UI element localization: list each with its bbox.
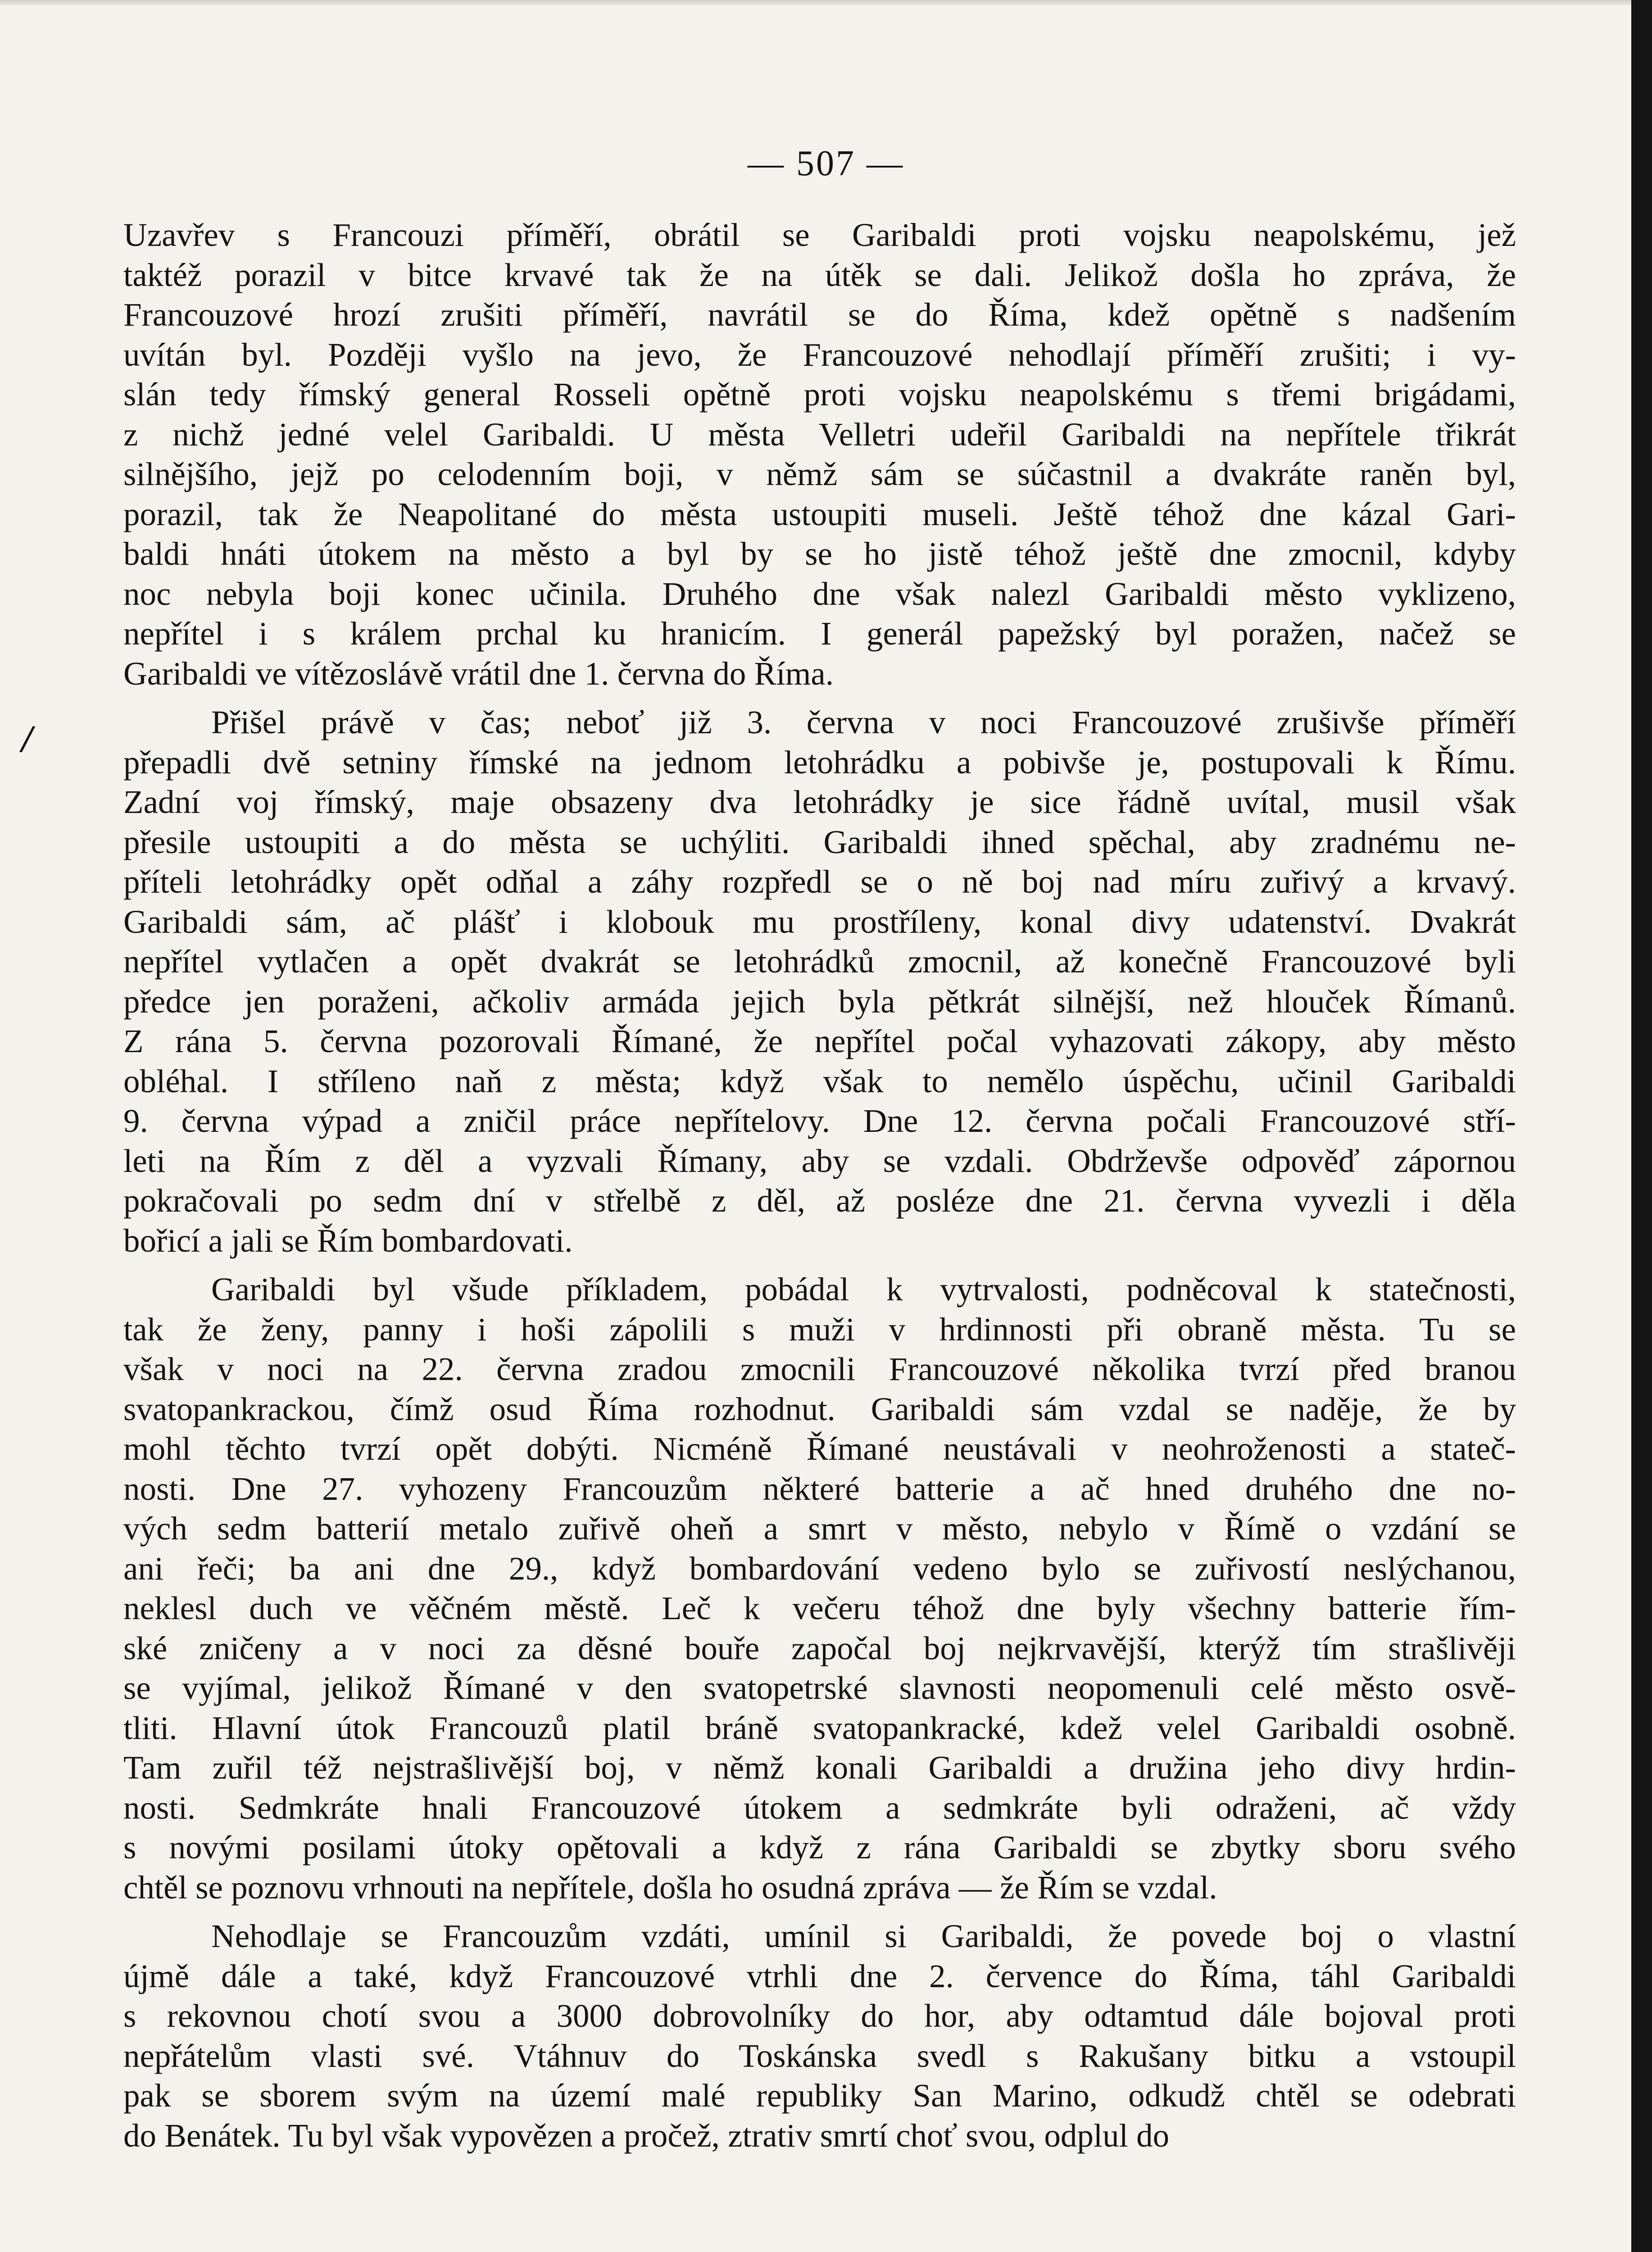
text-line: Garibaldi byl všude příkladem, pobádal k vytrvalosti, podněcoval k statečnosti, [211,1271,1516,1308]
text-line: Garibaldi sám, ač plášť i klobouk mu prostříleny, konal divy udatenství. Dvakrát [123,903,1516,940]
paragraph-gap [123,1261,1516,1270]
text-line: bořicí a jali se Řím bombardovati. [123,1222,573,1259]
text-line: baldi hnáti útokem na město a byl by se ho jistě téhož ještě dne zmocnil, kdyby [123,536,1516,572]
text-line: vých sedm batterií metalo zuřivě oheň a smrt v město, nebylo v Římě o vzdání se [123,1510,1516,1547]
text-line: Přišel právě v čas; neboť již 3. června v noci Francouzové zrušivše příměří [211,704,1516,740]
text-line: nepřátelům vlasti své. Vtáhnuv do Toskánska svedl s Rakušany bitku a vstoupil [123,2037,1516,2074]
page-top-edge [0,0,1652,6]
text-line: Uzavřev s Francouzi příměří, obrátil se Garibaldi proti vojsku neapolskému, jež [123,217,1516,253]
text-line: porazil, tak že Neapolitané do města ustoupiti museli. Ještě téhož dne kázal Gari- [123,495,1516,532]
text-line: neklesl duch ve věčném městě. Leč k večeru téhož dne byly všechny batterie řím- [123,1590,1516,1626]
paragraph-gap [123,694,1516,703]
paragraph [123,1916,1516,2156]
text-line: taktéž porazil v bitce krvavé tak že na útěk se dali. Jelikož došla ho zpráva, že [123,256,1516,293]
paragraph [123,703,1516,1261]
text-line: nosti. Sedmkráte hnali Francouzové útokem a sedmkráte byli odraženi, ač vždy [123,1789,1516,1826]
text-line: pokračovali po sedm dní v střelbě z děl, až posléze dne 21. června vyvezli i děla [123,1182,1516,1219]
text-line: Nehodlaje se Francouzům vzdáti, umínil si Garibaldi, že povede boj o vlastní [211,1918,1516,1954]
text-line: tliti. Hlavní útok Francouzů platil bráně svatopankracké, kdež velel Garibaldi osobně. [123,1709,1516,1746]
text-line: chtěl se poznovu vrhnouti na nepřítele, došla ho osudná zpráva — že Řím se vzdal. [123,1869,1217,1906]
text-line: újmě dále a také, když Francouzové vtrhli dne 2. července do Říma, táhl Garibaldi [123,1957,1516,1994]
text-line: Z rána 5. června pozorovali Římané, že nepřítel počal vyhazovati zákopy, aby město [123,1023,1516,1059]
text-line: obléhal. I stříleno naň z města; když však to nemělo úspěchu, učinil Garibaldi [123,1062,1516,1099]
text-line: přesile ustoupiti a do města se uchýliti. Garibaldi ihned spěchal, aby zradnému ne- [123,823,1516,860]
text-line: nepřítel vytlačen a opět dvakrát se letohrádků zmocnil, až konečně Francouzové byli [123,943,1516,980]
margin-mark: / [22,717,32,760]
text-line: příteli letohrádky opět odňal a záhy rozpředl se o ně boj nad míru zuřivý a krvavý. [123,863,1516,900]
paragraph [123,215,1516,694]
page-binding-edge [1631,0,1652,2252]
text-line: nosti. Dne 27. vyhozeny Francouzům některé batterie a ač hned druhého dne no- [123,1470,1516,1507]
text-line: předce jen poraženi, ačkoliv armáda jejich byla pětkrát silnější, než hlouček Římanů. [123,983,1516,1020]
text-line: Zadní voj římský, maje obsazeny dva letohrádky je sice řádně uvítal, musil však [123,784,1516,820]
text-line: mohl těchto tvrzí opět dobýti. Nicméně Římané neustávali v neohroženosti a stateč- [123,1430,1516,1467]
text-line: uvítán byl. Později vyšlo na jevo, že Francouzové nehodlají příměří zrušiti; i vy- [123,336,1516,373]
text-line: pak se sborem svým na území malé republiky San Marino, odkudž chtěl se odebrati [123,2077,1516,2114]
text-line: leti na Řím z děl a vyzvali Římany, aby se vzdali. Obdrževše odpověď zápornou [123,1142,1516,1179]
text-line: s rekovnou chotí svou a 3000 dobrovolníky do hor, aby odtamtud dále bojoval proti [123,1998,1516,2034]
text-line: 9. června výpad a zničil práce nepřítelovy. Dne 12. června počali Francouzové stří- [123,1103,1516,1139]
text-line: noc nebyla boji konec učinila. Druhého dne však nalezl Garibaldi město vyklizeno, [123,575,1516,612]
text-line: Garibaldi ve vítězoslávě vrátil dne 1. června do Říma. [123,655,834,692]
text-line: z nichž jedné velel Garibaldi. U města Velletri udeřil Garibaldi na nepřítele třikrát [123,416,1516,453]
paragraph-gap [123,1907,1516,1916]
paragraph [123,1270,1516,1907]
text-line: silnějšího, jejž po celodenním boji, v němž sám se súčastnil a dvakráte raněn byl, [123,456,1516,492]
text-line: svatopankrackou, čímž osud Říma rozhodnut. Garibaldi sám vzdal se naděje, že by [123,1390,1516,1427]
page-number: — 507 — [748,144,904,183]
body-text [123,215,1516,2156]
text-line: do Benátek. Tu byl však vypovězen a pročež, ztrativ smrtí choť svou, odplul do [123,2117,1170,2154]
text-line: ani řeči; ba ani dne 29., když bombardování vedeno bylo se zuřivostí neslýchanou, [123,1550,1516,1587]
text-line: se vyjímal, jelikož Římané v den svatopetrské slavnosti neopomenuli celé město osvě- [123,1670,1516,1706]
text-line: přepadli dvě setniny římské na jednom letohrádku a pobivše je, postupovali k Římu. [123,744,1516,781]
text-line: tak že ženy, panny i hoši zápolili s muži v hrdinnosti při obraně města. Tu se [123,1311,1516,1348]
text-line: Francouzové hrozí zrušiti příměří, navrátil se do Říma, kdež opětně s nadšením [123,296,1516,333]
text-line: Tam zuřil též nejstrašlivější boj, v němž konali Garibaldi a družina jeho divy hrdin- [123,1749,1516,1786]
text-line: však v noci na 22. června zradou zmocnili Francouzové několika tvrzí před branou [123,1351,1516,1387]
text-line: ské zničeny a v noci za děsné bouře započal boj nejkrvavější, kterýž tím strašlivěji [123,1630,1516,1666]
text-line: s novými posilami útoky opětovali a když z rána Garibaldi se zbytky sboru svého [123,1829,1516,1866]
text-line: slán tedy římský general Rosseli opětně proti vojsku neapolskému s třemi brigádami, [123,376,1516,413]
text-line: nepřítel i s králem prchal ku hranicím. I generál papežský byl poražen, načež se [123,615,1516,652]
